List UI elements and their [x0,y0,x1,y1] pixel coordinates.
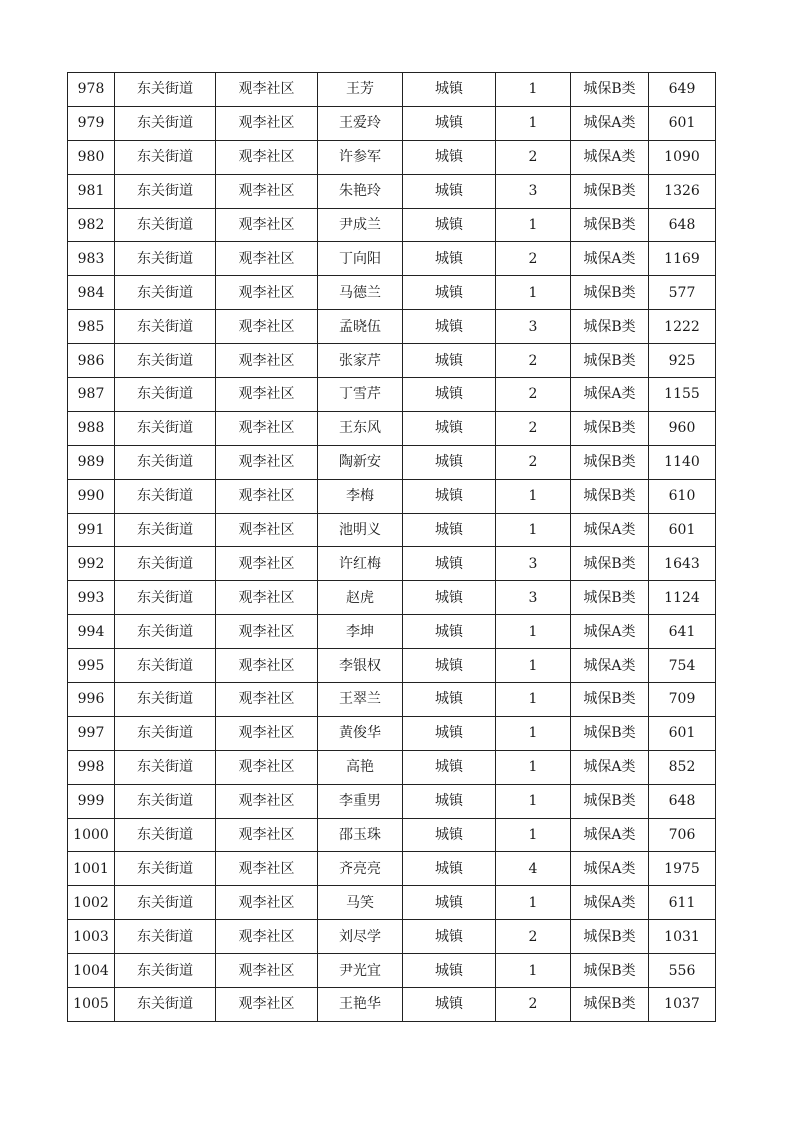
household-count-cell: 2 [496,988,571,1022]
table-row [68,513,716,547]
amount-cell: 1975 [649,852,716,886]
street-cell: 东关街道 [115,242,216,276]
residence-type-cell: 城镇 [403,310,496,344]
person-name-cell: 许红梅 [318,547,403,581]
category-cell: 城保A类 [571,818,649,852]
community-cell: 观李社区 [216,886,318,920]
category-cell: 城保A类 [571,852,649,886]
table-row [68,988,716,1022]
amount-cell: 1031 [649,920,716,954]
table-row [68,852,716,886]
row-number-cell: 989 [68,445,115,479]
amount-cell: 925 [649,344,716,378]
roster-body [68,73,716,1022]
person-name-cell: 许参军 [318,140,403,174]
street-cell: 东关街道 [115,73,216,107]
street-cell: 东关街道 [115,547,216,581]
street-cell: 东关街道 [115,174,216,208]
row-number-cell: 997 [68,716,115,750]
household-count-cell: 1 [496,106,571,140]
category-cell: 城保B类 [571,310,649,344]
residence-type-cell: 城镇 [403,581,496,615]
street-cell: 东关街道 [115,988,216,1022]
residence-type-cell: 城镇 [403,411,496,445]
household-count-cell: 2 [496,140,571,174]
household-count-cell: 1 [496,73,571,107]
residence-type-cell: 城镇 [403,344,496,378]
category-cell: 城保B类 [571,988,649,1022]
community-cell: 观李社区 [216,242,318,276]
row-number-cell: 998 [68,750,115,784]
row-number-cell: 992 [68,547,115,581]
residence-type-cell: 城镇 [403,140,496,174]
residence-type-cell: 城镇 [403,784,496,818]
household-count-cell: 1 [496,649,571,683]
street-cell: 东关街道 [115,886,216,920]
amount-cell: 1169 [649,242,716,276]
amount-cell: 601 [649,106,716,140]
amount-cell: 556 [649,954,716,988]
community-cell: 观李社区 [216,445,318,479]
community-cell: 观李社区 [216,174,318,208]
residence-type-cell: 城镇 [403,750,496,784]
community-cell: 观李社区 [216,378,318,412]
amount-cell: 611 [649,886,716,920]
category-cell: 城保A类 [571,649,649,683]
amount-cell: 1090 [649,140,716,174]
amount-cell: 1326 [649,174,716,208]
person-name-cell: 李重男 [318,784,403,818]
household-count-cell: 2 [496,344,571,378]
person-name-cell: 齐亮亮 [318,852,403,886]
person-name-cell: 王爱玲 [318,106,403,140]
household-count-cell: 1 [496,784,571,818]
category-cell: 城保B类 [571,784,649,818]
category-cell: 城保B类 [571,954,649,988]
table-row [68,106,716,140]
category-cell: 城保B类 [571,683,649,717]
residence-type-cell: 城镇 [403,479,496,513]
residence-type-cell: 城镇 [403,683,496,717]
person-name-cell: 池明义 [318,513,403,547]
amount-cell: 706 [649,818,716,852]
community-cell: 观李社区 [216,818,318,852]
amount-cell: 1124 [649,581,716,615]
table-row [68,547,716,581]
residence-type-cell: 城镇 [403,445,496,479]
residence-type-cell: 城镇 [403,716,496,750]
person-name-cell: 尹成兰 [318,208,403,242]
street-cell: 东关街道 [115,784,216,818]
household-count-cell: 2 [496,445,571,479]
street-cell: 东关街道 [115,140,216,174]
category-cell: 城保A类 [571,886,649,920]
community-cell: 观李社区 [216,954,318,988]
category-cell: 城保A类 [571,140,649,174]
residence-type-cell: 城镇 [403,106,496,140]
person-name-cell: 陶新安 [318,445,403,479]
community-cell: 观李社区 [216,73,318,107]
street-cell: 东关街道 [115,276,216,310]
row-number-cell: 979 [68,106,115,140]
row-number-cell: 991 [68,513,115,547]
person-name-cell: 马笑 [318,886,403,920]
table-row [68,378,716,412]
household-count-cell: 2 [496,378,571,412]
category-cell: 城保B类 [571,479,649,513]
street-cell: 东关街道 [115,649,216,683]
amount-cell: 852 [649,750,716,784]
category-cell: 城保A类 [571,750,649,784]
street-cell: 东关街道 [115,716,216,750]
person-name-cell: 张家芹 [318,344,403,378]
street-cell: 东关街道 [115,513,216,547]
row-number-cell: 978 [68,73,115,107]
street-cell: 东关街道 [115,378,216,412]
community-cell: 观李社区 [216,581,318,615]
category-cell: 城保A类 [571,106,649,140]
community-cell: 观李社区 [216,344,318,378]
household-count-cell: 2 [496,920,571,954]
amount-cell: 1037 [649,988,716,1022]
amount-cell: 649 [649,73,716,107]
household-count-cell: 1 [496,750,571,784]
residence-type-cell: 城镇 [403,208,496,242]
community-cell: 观李社区 [216,411,318,445]
street-cell: 东关街道 [115,615,216,649]
residence-type-cell: 城镇 [403,954,496,988]
person-name-cell: 孟晓伍 [318,310,403,344]
residence-type-cell: 城镇 [403,73,496,107]
amount-cell: 577 [649,276,716,310]
row-number-cell: 990 [68,479,115,513]
residence-type-cell: 城镇 [403,649,496,683]
person-name-cell: 邵玉珠 [318,818,403,852]
row-number-cell: 1000 [68,818,115,852]
household-count-cell: 3 [496,547,571,581]
amount-cell: 648 [649,784,716,818]
row-number-cell: 985 [68,310,115,344]
table-row [68,581,716,615]
row-number-cell: 1001 [68,852,115,886]
street-cell: 东关街道 [115,683,216,717]
person-name-cell: 尹光宜 [318,954,403,988]
street-cell: 东关街道 [115,208,216,242]
person-name-cell: 丁雪芹 [318,378,403,412]
residence-type-cell: 城镇 [403,547,496,581]
community-cell: 观李社区 [216,513,318,547]
street-cell: 东关街道 [115,106,216,140]
table-row [68,954,716,988]
table-row [68,208,716,242]
category-cell: 城保B类 [571,716,649,750]
household-count-cell: 1 [496,954,571,988]
row-number-cell: 1005 [68,988,115,1022]
street-cell: 东关街道 [115,310,216,344]
row-number-cell: 1002 [68,886,115,920]
category-cell: 城保A类 [571,378,649,412]
residence-type-cell: 城镇 [403,378,496,412]
amount-cell: 1140 [649,445,716,479]
table-row [68,615,716,649]
category-cell: 城保B类 [571,73,649,107]
person-name-cell: 王翠兰 [318,683,403,717]
community-cell: 观李社区 [216,920,318,954]
category-cell: 城保B类 [571,547,649,581]
row-number-cell: 987 [68,378,115,412]
household-count-cell: 1 [496,683,571,717]
table-row [68,886,716,920]
community-cell: 观李社区 [216,988,318,1022]
community-cell: 观李社区 [216,276,318,310]
row-number-cell: 996 [68,683,115,717]
table-row [68,784,716,818]
community-cell: 观李社区 [216,852,318,886]
category-cell: 城保B类 [571,174,649,208]
person-name-cell: 王芳 [318,73,403,107]
row-number-cell: 994 [68,615,115,649]
row-number-cell: 993 [68,581,115,615]
community-cell: 观李社区 [216,750,318,784]
category-cell: 城保B类 [571,344,649,378]
person-name-cell: 王艳华 [318,988,403,1022]
row-number-cell: 983 [68,242,115,276]
amount-cell: 610 [649,479,716,513]
household-count-cell: 1 [496,513,571,547]
amount-cell: 709 [649,683,716,717]
table-row [68,73,716,107]
household-count-cell: 1 [496,276,571,310]
street-cell: 东关街道 [115,411,216,445]
street-cell: 东关街道 [115,581,216,615]
street-cell: 东关街道 [115,954,216,988]
row-number-cell: 988 [68,411,115,445]
household-count-cell: 1 [496,615,571,649]
table-row [68,716,716,750]
table-row [68,649,716,683]
table-row [68,750,716,784]
street-cell: 东关街道 [115,344,216,378]
residence-type-cell: 城镇 [403,615,496,649]
community-cell: 观李社区 [216,106,318,140]
person-name-cell: 朱艳玲 [318,174,403,208]
residence-type-cell: 城镇 [403,920,496,954]
residence-type-cell: 城镇 [403,174,496,208]
amount-cell: 601 [649,716,716,750]
residence-type-cell: 城镇 [403,988,496,1022]
household-count-cell: 1 [496,208,571,242]
community-cell: 观李社区 [216,140,318,174]
table-row [68,310,716,344]
row-number-cell: 982 [68,208,115,242]
community-cell: 观李社区 [216,547,318,581]
person-name-cell: 丁向阳 [318,242,403,276]
table-row [68,174,716,208]
person-name-cell: 李坤 [318,615,403,649]
community-cell: 观李社区 [216,649,318,683]
person-name-cell: 赵虎 [318,581,403,615]
street-cell: 东关街道 [115,818,216,852]
community-cell: 观李社区 [216,716,318,750]
community-cell: 观李社区 [216,208,318,242]
amount-cell: 1155 [649,378,716,412]
row-number-cell: 995 [68,649,115,683]
category-cell: 城保A类 [571,242,649,276]
table-row [68,276,716,310]
person-name-cell: 王东风 [318,411,403,445]
community-cell: 观李社区 [216,615,318,649]
table-row [68,344,716,378]
category-cell: 城保B类 [571,920,649,954]
person-name-cell: 马德兰 [318,276,403,310]
row-number-cell: 984 [68,276,115,310]
community-cell: 观李社区 [216,784,318,818]
household-count-cell: 3 [496,581,571,615]
person-name-cell: 李银权 [318,649,403,683]
category-cell: 城保A类 [571,513,649,547]
household-count-cell: 2 [496,411,571,445]
street-cell: 东关街道 [115,920,216,954]
row-number-cell: 1003 [68,920,115,954]
table-row [68,683,716,717]
community-cell: 观李社区 [216,479,318,513]
household-count-cell: 1 [496,479,571,513]
category-cell: 城保B类 [571,445,649,479]
amount-cell: 1222 [649,310,716,344]
row-number-cell: 986 [68,344,115,378]
street-cell: 东关街道 [115,445,216,479]
table-row [68,920,716,954]
table-row [68,479,716,513]
residence-type-cell: 城镇 [403,818,496,852]
street-cell: 东关街道 [115,479,216,513]
household-count-cell: 1 [496,716,571,750]
amount-cell: 641 [649,615,716,649]
category-cell: 城保B类 [571,411,649,445]
table-row [68,242,716,276]
amount-cell: 960 [649,411,716,445]
household-count-cell: 3 [496,174,571,208]
row-number-cell: 981 [68,174,115,208]
amount-cell: 1643 [649,547,716,581]
roster-table [67,72,716,1022]
household-count-cell: 3 [496,310,571,344]
household-count-cell: 4 [496,852,571,886]
street-cell: 东关街道 [115,852,216,886]
person-name-cell: 李梅 [318,479,403,513]
amount-cell: 648 [649,208,716,242]
community-cell: 观李社区 [216,310,318,344]
category-cell: 城保B类 [571,208,649,242]
person-name-cell: 刘尽学 [318,920,403,954]
table-row [68,445,716,479]
residence-type-cell: 城镇 [403,886,496,920]
residence-type-cell: 城镇 [403,852,496,886]
table-row [68,818,716,852]
residence-type-cell: 城镇 [403,242,496,276]
category-cell: 城保A类 [571,615,649,649]
amount-cell: 754 [649,649,716,683]
category-cell: 城保B类 [571,581,649,615]
person-name-cell: 高艳 [318,750,403,784]
community-cell: 观李社区 [216,683,318,717]
table-row [68,140,716,174]
street-cell: 东关街道 [115,750,216,784]
household-count-cell: 1 [496,886,571,920]
household-count-cell: 2 [496,242,571,276]
amount-cell: 601 [649,513,716,547]
category-cell: 城保B类 [571,276,649,310]
residence-type-cell: 城镇 [403,276,496,310]
row-number-cell: 980 [68,140,115,174]
residence-type-cell: 城镇 [403,513,496,547]
household-count-cell: 1 [496,818,571,852]
row-number-cell: 1004 [68,954,115,988]
table-row [68,411,716,445]
person-name-cell: 黄俊华 [318,716,403,750]
row-number-cell: 999 [68,784,115,818]
